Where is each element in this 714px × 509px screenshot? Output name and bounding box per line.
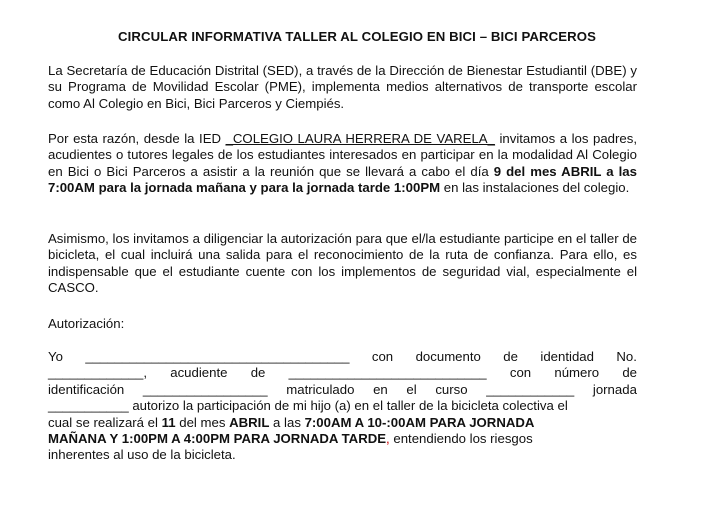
meeting-date-time: 9 del mes ABRIL a las 7:00AM para la jornada mañana y para la jornada tarde 1:00PM: [48, 163, 637, 196]
form-line-5: [48, 415, 637, 431]
form-text: del mes: [175, 414, 230, 430]
form-word: de: [250, 365, 266, 381]
invitation-text-c: en las instalaciones del colegio.: [440, 180, 630, 196]
form-word: con: [371, 349, 394, 364]
form-word: Yo: [48, 349, 63, 364]
form-word: en: [373, 381, 388, 397]
workshop-schedule: MAÑANA Y 1:00PM A 4:00PM PARA JORNADA TARDE: [48, 430, 387, 446]
invitation-text-a: Por esta razón, desde la IED: [48, 131, 226, 146]
form-word: documento: [415, 349, 481, 364]
authorization-heading: Autorización:: [48, 316, 125, 331]
course-blank: ____________: [486, 381, 575, 397]
circular-title: CIRCULAR INFORMATIVA TALLER AL COLEGIO EN BICI – BICI PARCEROS: [117, 29, 596, 44]
form-line-4: ___________ autorizo la participación de mi hijo (a) en el taller de la bicicleta colectiva el: [48, 398, 568, 414]
form-line-2: [48, 365, 637, 381]
form-line-7: inherentes al uso de la bicicleta.: [48, 447, 236, 463]
authorization-form: [48, 349, 637, 464]
form-word: de: [622, 365, 637, 381]
form-text: cual se realizará el: [48, 414, 162, 430]
form-word: identidad: [540, 349, 594, 364]
form-word: No.: [616, 349, 637, 364]
student-id-blank: _________________: [142, 381, 268, 397]
form-text: entendiendo los riesgos: [389, 430, 533, 446]
form-line-1: [48, 349, 637, 365]
form-word: el: [406, 381, 417, 397]
form-line-3: [48, 382, 637, 398]
id-number-blank: _____________,: [48, 365, 148, 381]
invitation-paragraph: [48, 131, 637, 197]
form-word: acudiente: [170, 365, 228, 381]
form-word: con: [509, 365, 532, 381]
workshop-month: ABRIL: [229, 414, 270, 430]
form-word: número: [554, 365, 600, 381]
form-line-6: [48, 431, 637, 447]
workshop-morning-time: 7:00AM A 10-:00AM PARA JORNADA: [304, 414, 535, 430]
authorization-request-paragraph: Asimismo, los invitamos a diligenciar la autorización para que el/la estudiante participe en el taller de bicicleta, el cual incluirá una salida para el reconocimiento de la ruta de confianza. Para ello, es indispensable que el estudiante cuente con los implementos de seguridad vial, especialmente el CASCO.: [48, 231, 637, 296]
form-word: curso: [435, 381, 468, 397]
invitation-text-b: invitamos a los padres, acudientes o tutores legales de los estudiantes interesados en participar en la modalidad Al Colegio en Bici o Bici Parceros a asistir a la reunión que se llevará a cabo el día: [48, 131, 637, 179]
form-word: de: [503, 349, 518, 364]
form-text: a las: [269, 414, 305, 430]
workshop-day: 11: [161, 414, 176, 430]
form-line-5-content: [48, 415, 534, 431]
school-name: _COLEGIO LAURA HERRERA DE VARELA_: [225, 131, 495, 146]
red-comma: ,: [386, 430, 390, 446]
form-word: matriculado: [286, 381, 355, 397]
name-blank: ____________________________________: [85, 349, 350, 364]
intro-paragraph: La Secretaría de Educación Distrital (SED), a través de la Dirección de Bienestar Estudiantil (DBE) y su Programa de Movilidad Escolar (PME), implementa medios alternativos de transporte escolar como Al Colegio en Bici, Bici Parceros y Ciempiés.: [48, 63, 637, 111]
form-word: jornada: [592, 381, 637, 397]
student-name-blank: ___________________________: [288, 365, 487, 381]
form-word: identificación: [48, 381, 125, 397]
